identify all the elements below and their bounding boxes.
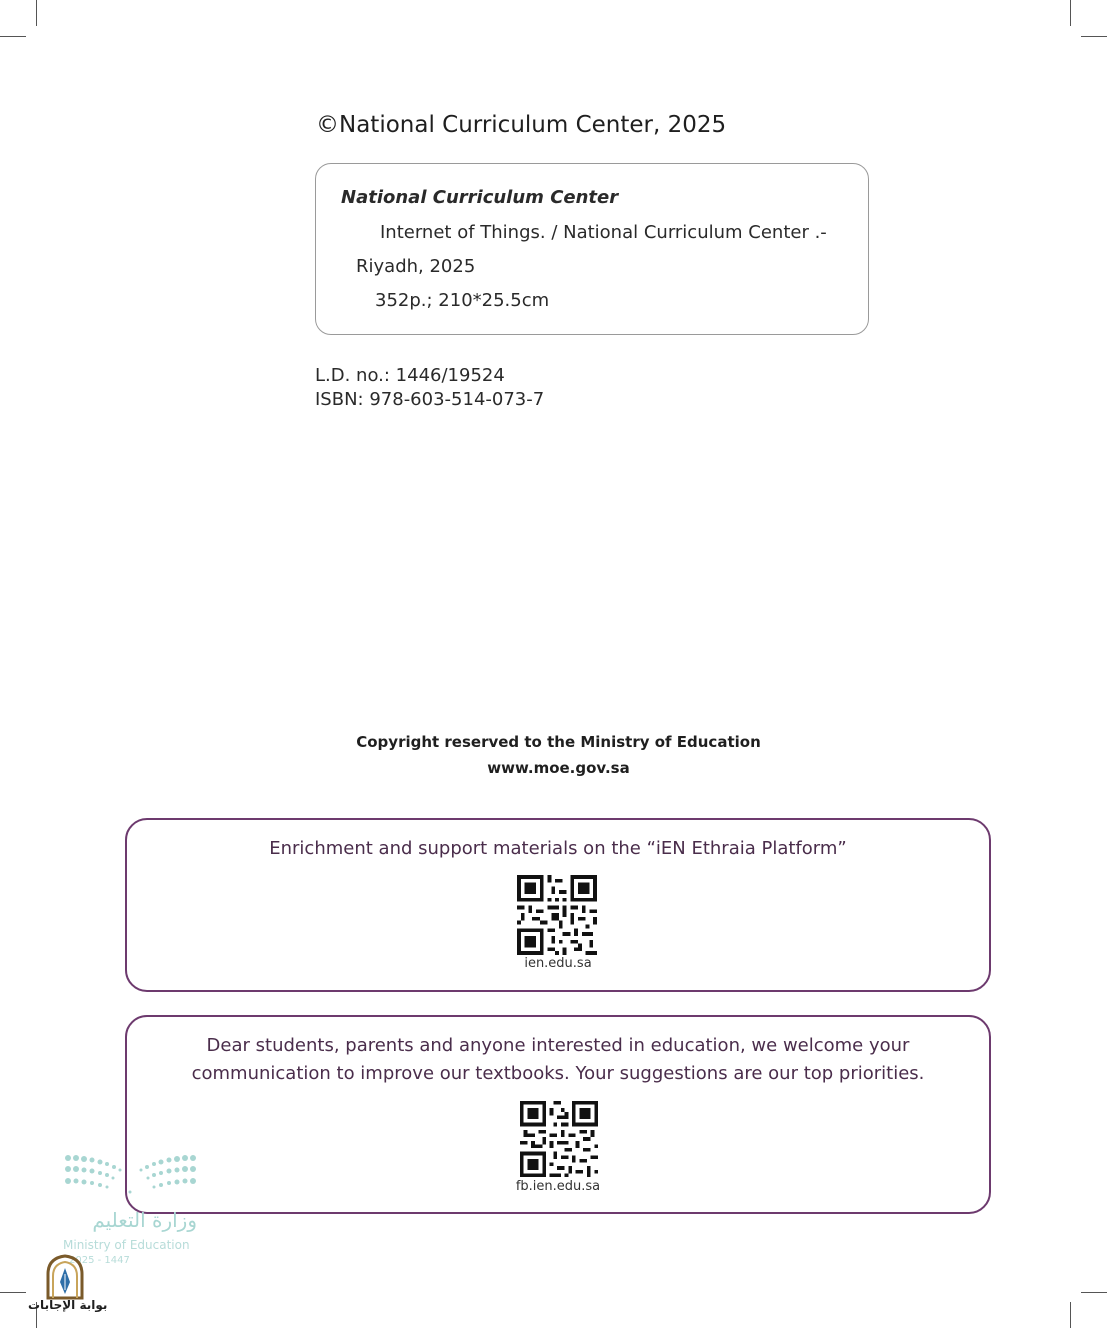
- crop-mark: [1070, 1302, 1071, 1328]
- cataloging-title-line: Internet of Things. / National Curriculum Center .-: [380, 222, 827, 243]
- arch-pen-icon: [28, 1254, 102, 1300]
- ministry-logo-english-text: Ministry of Education: [63, 1238, 190, 1252]
- cataloging-box: [315, 163, 869, 335]
- cataloging-place-line: Riyadh, 2025: [356, 256, 476, 277]
- ministry-logo-arabic-text: وزارة التعليم: [92, 1208, 197, 1232]
- crop-mark: [1081, 36, 1107, 37]
- isbn-number: ISBN: 978-603-514-073-7: [315, 389, 545, 410]
- feedback-text-line: communication to improve our textbooks. Your suggestions are our top priorities.: [191, 1063, 925, 1084]
- ministry-copyright-text: Copyright reserved to the Ministry of Education: [356, 733, 761, 751]
- answers-gate-logo: [28, 1254, 108, 1320]
- cataloging-heading: National Curriculum Center: [341, 187, 619, 208]
- legal-deposit-number: L.D. no.: 1446/19524: [315, 365, 505, 386]
- crop-mark: [0, 36, 26, 37]
- qr-code-icon[interactable]: [517, 875, 597, 955]
- feedback-box: [125, 1015, 991, 1214]
- ministry-website-link[interactable]: www.moe.gov.sa: [487, 759, 630, 777]
- feedback-qr-label[interactable]: fb.ien.edu.sa: [515, 1179, 601, 1194]
- cataloging-extent-line: 352p.; 210*25.5cm: [375, 290, 550, 311]
- crop-mark: [1081, 1292, 1107, 1293]
- enrichment-qr-label[interactable]: ien.edu.sa: [524, 956, 592, 971]
- crop-mark: [1070, 0, 1071, 26]
- ministry-logo-dots-icon: [63, 1150, 203, 1200]
- enrichment-text: Enrichment and support materials on the “iEN Ethraia Platform”: [269, 838, 847, 859]
- enrichment-box: [125, 818, 991, 992]
- copyright-title: ©National Curriculum Center, 2025: [316, 112, 727, 138]
- answers-gate-text: بوابة الإجابات: [28, 1298, 108, 1312]
- ministry-logo-years: 2025 - 1447: [69, 1255, 130, 1266]
- qr-code-icon[interactable]: [520, 1101, 598, 1177]
- ministry-logo: [63, 1150, 203, 1270]
- crop-mark: [0, 1292, 26, 1293]
- crop-mark: [36, 0, 37, 26]
- feedback-text-line: Dear students, parents and anyone interested in education, we welcome your: [206, 1035, 910, 1056]
